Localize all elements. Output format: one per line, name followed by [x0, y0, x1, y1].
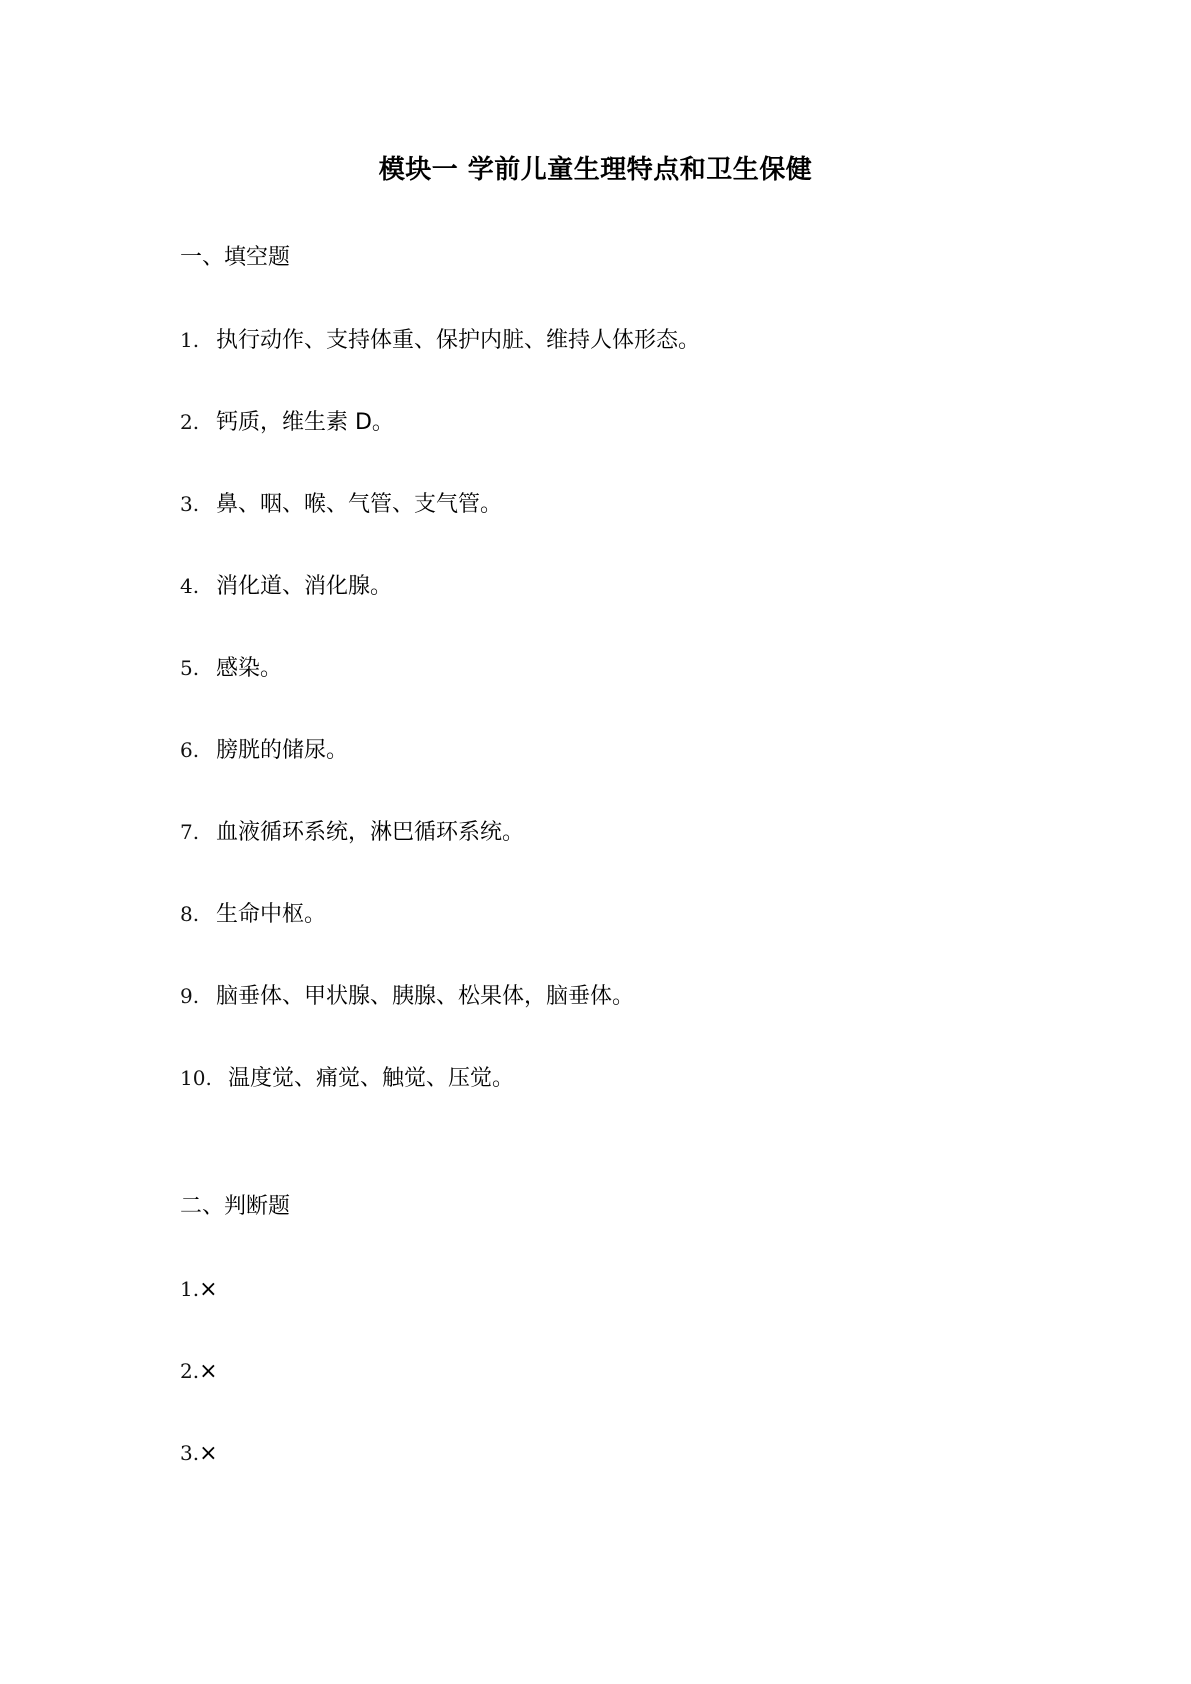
fill-in-answer-item: [180, 899, 326, 930]
item-number: 3.: [180, 1441, 200, 1465]
item-number: 4.: [180, 574, 200, 598]
fill-in-answer-item: [180, 653, 282, 684]
fill-in-answer-item: [180, 1063, 514, 1094]
item-number: 5.: [180, 656, 200, 680]
fill-in-answer-item: [180, 489, 502, 520]
true-false-answer-item: [180, 1438, 218, 1469]
item-number: 1.: [180, 328, 200, 352]
item-answer: 钙质，维生素 D。: [216, 410, 394, 435]
item-answer: 脑垂体、甲状腺、胰腺、松果体，脑垂体。: [216, 984, 635, 1009]
fill-in-answer-item: [180, 817, 524, 848]
item-number: 7.: [180, 820, 200, 844]
document-title: 模块一 学前儿童生理特点和卫生保健: [378, 155, 813, 185]
fill-in-answer-item: [180, 407, 394, 438]
item-answer: 生命中枢。: [216, 902, 327, 927]
item-number: 8.: [180, 902, 200, 926]
fill-in-answer-item: [180, 571, 392, 602]
item-number: 9.: [180, 984, 200, 1008]
true-false-answer-item: [180, 1356, 218, 1387]
item-number: 1.: [180, 1277, 200, 1301]
item-answer: 膀胱的储尿。: [216, 738, 349, 763]
item-number: 6.: [180, 738, 200, 762]
item-answer: 消化道、消化腺。: [216, 574, 393, 599]
item-answer: 鼻、咽、喉、气管、支气管。: [216, 492, 503, 517]
item-answer: 血液循环系统，淋巴循环系统。: [216, 820, 525, 845]
item-answer: 感染。: [216, 656, 283, 681]
item-answer: 执行动作、支持体重、保护内脏、维持人体形态。: [216, 328, 701, 353]
fill-in-answer-item: [180, 981, 634, 1012]
item-number: 10.: [180, 1066, 212, 1090]
item-number: 2.: [180, 1359, 200, 1383]
true-false-answer-item: [180, 1274, 218, 1305]
item-answer: 温度觉、痛觉、触觉、压觉。: [228, 1066, 515, 1091]
item-answer: ×: [199, 1441, 218, 1466]
section-heading-fill-in: 一、填空题: [180, 245, 291, 270]
item-answer: ×: [199, 1359, 218, 1384]
fill-in-answer-item: [180, 325, 700, 356]
item-number: 2.: [180, 410, 200, 434]
item-number: 3.: [180, 492, 200, 516]
section-heading-true-false: 二、判断题: [180, 1194, 291, 1219]
fill-in-answer-item: [180, 735, 348, 766]
item-answer: ×: [199, 1277, 218, 1302]
